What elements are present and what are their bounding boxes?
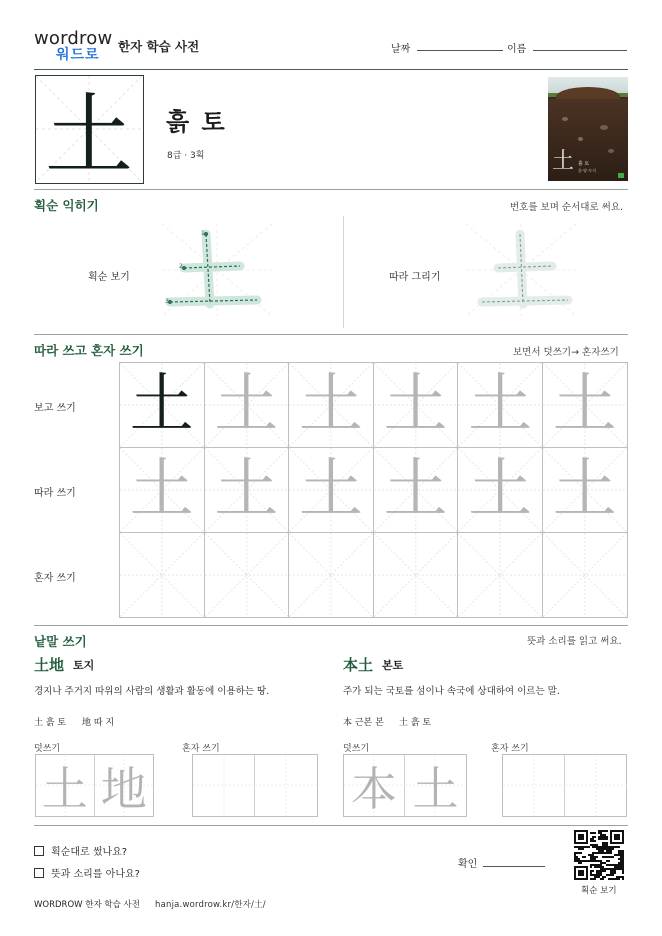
cell-guide bbox=[503, 755, 565, 816]
word-solo-box[interactable] bbox=[502, 754, 627, 817]
checklist-item-stroke-order[interactable] bbox=[34, 843, 127, 858]
practice-cell-view-row[interactable] bbox=[204, 362, 290, 448]
practice-section-divider bbox=[34, 625, 628, 626]
practice-cell-trace-row[interactable] bbox=[204, 447, 290, 533]
trace-character: 土 bbox=[298, 453, 363, 527]
practice-section-hint: 보면서 덧쓰기→ 혼자쓰기 bbox=[513, 347, 619, 358]
cell-guide bbox=[565, 755, 627, 816]
trace-character: 土 bbox=[552, 368, 617, 442]
word-breakdown-2: 土 흙 토 bbox=[399, 718, 432, 728]
practice-cell-trace-row[interactable] bbox=[542, 447, 628, 533]
words-section-title: 낱말 쓰기 bbox=[34, 634, 87, 649]
model-character: 土 bbox=[129, 368, 194, 442]
stroke-number: 3 bbox=[165, 298, 169, 305]
word-breakdown-1: 本 근본 본 bbox=[343, 718, 384, 728]
word-reading: 토지 bbox=[73, 659, 95, 672]
date-label: 날짜 bbox=[391, 44, 411, 55]
word-breakdown-1: 土 흙 토 bbox=[34, 718, 67, 728]
date-field[interactable] bbox=[417, 50, 503, 51]
row-label-solo: 혼자 쓰기 bbox=[34, 573, 76, 584]
word-solo-label: 혼자 쓰기 bbox=[182, 744, 220, 754]
stroke-number: 2 bbox=[179, 263, 183, 270]
practice-cell-trace-row[interactable] bbox=[457, 447, 543, 533]
trace-character: 土 bbox=[468, 368, 533, 442]
checkbox[interactable] bbox=[34, 846, 44, 856]
cell-guide-lines bbox=[458, 533, 542, 617]
pebble-icon bbox=[562, 117, 568, 121]
name-label: 이름 bbox=[507, 44, 527, 55]
cell-guide bbox=[255, 755, 317, 816]
row-label-view: 보고 쓰기 bbox=[34, 403, 76, 414]
pebble-icon bbox=[608, 149, 614, 153]
word-trace-label: 덧쓰기 bbox=[34, 744, 61, 754]
practice-cell-view-row[interactable] bbox=[373, 362, 459, 448]
cell-guide-lines bbox=[289, 533, 373, 617]
practice-cell-view-row[interactable] bbox=[288, 362, 374, 448]
word-solo-label: 혼자 쓰기 bbox=[491, 744, 529, 754]
checkbox[interactable] bbox=[34, 868, 44, 878]
qr-code-icon[interactable] bbox=[574, 830, 624, 880]
word-hanja: 土地 bbox=[34, 656, 65, 674]
soil-thumbnail bbox=[548, 77, 628, 181]
practice-cell-solo-row[interactable] bbox=[542, 532, 628, 618]
word-trace-label: 덧쓰기 bbox=[343, 744, 370, 754]
word-reading: 본토 bbox=[382, 659, 404, 672]
trace-character: 土 bbox=[41, 761, 88, 816]
cell-guide-lines bbox=[374, 533, 458, 617]
practice-cell-view-row[interactable] bbox=[542, 362, 628, 448]
words-section-divider bbox=[34, 825, 628, 826]
app-title: 한자 학습 사전 bbox=[118, 39, 200, 54]
trace-character: 土 bbox=[129, 453, 194, 527]
trace-character: 地 bbox=[100, 761, 147, 816]
stroke-trace-label: 따라 그리기 bbox=[389, 272, 441, 283]
qr-label: 획순 보기 bbox=[581, 886, 617, 896]
thumbnail-caption-2: 흙·땅·토지 bbox=[578, 168, 596, 173]
practice-cell-trace-row[interactable] bbox=[119, 447, 205, 533]
checklist-label: 뜻과 소리를 아나요? bbox=[51, 869, 140, 880]
checklist-label: 획순대로 썼나요? bbox=[51, 847, 128, 858]
practice-cell-view-row[interactable] bbox=[119, 362, 205, 448]
word-trace-box[interactable] bbox=[343, 754, 467, 817]
word-hanja: 本土 bbox=[343, 656, 374, 674]
trace-character: 土 bbox=[552, 453, 617, 527]
stroke-section-hint: 번호를 보며 순서대로 써요. bbox=[510, 202, 624, 213]
practice-cell-view-row[interactable] bbox=[457, 362, 543, 448]
practice-cell-solo-row[interactable] bbox=[119, 532, 205, 618]
checklist-item-meaning[interactable] bbox=[34, 865, 140, 880]
stroke-number: 1 bbox=[201, 230, 205, 237]
character-reading: 흙 토 bbox=[166, 108, 227, 136]
stroke-section-title: 획순 익히기 bbox=[34, 198, 99, 213]
practice-cell-solo-row[interactable] bbox=[457, 532, 543, 618]
thumbnail-character: 土 bbox=[552, 149, 575, 174]
cell-guide bbox=[193, 755, 255, 816]
logo-korean: 워드로 bbox=[56, 47, 100, 63]
stroke-trace-diagram[interactable] bbox=[466, 224, 576, 316]
practice-cell-solo-row[interactable] bbox=[204, 532, 290, 618]
practice-cell-trace-row[interactable] bbox=[373, 447, 459, 533]
trace-shadow bbox=[482, 234, 568, 304]
stroke-view-label: 획순 보기 bbox=[88, 272, 130, 283]
confirm-label: 확인 bbox=[458, 859, 478, 870]
thumbnail-caption-1: 흙 토 bbox=[578, 161, 590, 167]
word-meaning: 주가 되는 국토를 섬이나 속국에 상대하여 이르는 말. bbox=[343, 686, 560, 697]
practice-section-title: 따라 쓰고 혼자 쓰기 bbox=[34, 343, 144, 358]
practice-cell-trace-row[interactable] bbox=[288, 447, 374, 533]
trace-character: 土 bbox=[468, 453, 533, 527]
cell-guide-lines bbox=[205, 533, 289, 617]
practice-grid[interactable] bbox=[119, 362, 627, 618]
stroke-order-diagram bbox=[162, 224, 272, 316]
word-breakdown-2: 地 따 지 bbox=[82, 718, 115, 728]
practice-cell-solo-row[interactable] bbox=[288, 532, 374, 618]
trace-character: 土 bbox=[412, 761, 459, 816]
name-field[interactable] bbox=[533, 50, 627, 51]
practice-cell-solo-row[interactable] bbox=[373, 532, 459, 618]
trace-character: 土 bbox=[383, 368, 448, 442]
pebble-icon bbox=[578, 137, 583, 141]
stroke-divider bbox=[343, 216, 344, 328]
logo-wordmark: wordrow bbox=[34, 28, 113, 49]
main-character: 土 bbox=[44, 84, 133, 187]
word-trace-box[interactable] bbox=[35, 754, 154, 817]
trace-character: 土 bbox=[383, 453, 448, 527]
stroke-section-divider bbox=[34, 334, 628, 335]
cell-guide-lines bbox=[120, 533, 204, 617]
card-divider bbox=[34, 189, 628, 190]
cell-guide-lines bbox=[543, 533, 627, 617]
row-label-trace: 따라 쓰기 bbox=[34, 488, 76, 499]
word-meaning: 경지나 주거지 따위의 사람의 생활과 활동에 이용하는 땅. bbox=[34, 686, 270, 697]
trace-character: 土 bbox=[298, 368, 363, 442]
words-section-hint: 뜻과 소리를 읽고 써요. bbox=[527, 636, 622, 647]
word-solo-box[interactable] bbox=[192, 754, 318, 817]
wordrow-logo bbox=[34, 28, 114, 64]
footer-url[interactable]: hanja.wordrow.kr/한자/土/ bbox=[155, 900, 266, 910]
confirm-field[interactable] bbox=[483, 866, 545, 867]
main-character-box bbox=[35, 75, 144, 187]
thumbnail-badge bbox=[618, 173, 624, 178]
trace-character: 土 bbox=[214, 368, 279, 442]
footer-brand: WORDROW 한자 학습 사전 bbox=[34, 900, 140, 910]
trace-character: 本 bbox=[351, 761, 397, 816]
trace-character: 土 bbox=[214, 453, 279, 527]
pebble-icon bbox=[600, 125, 608, 130]
character-meta: 8급 · 3획 bbox=[167, 151, 205, 161]
